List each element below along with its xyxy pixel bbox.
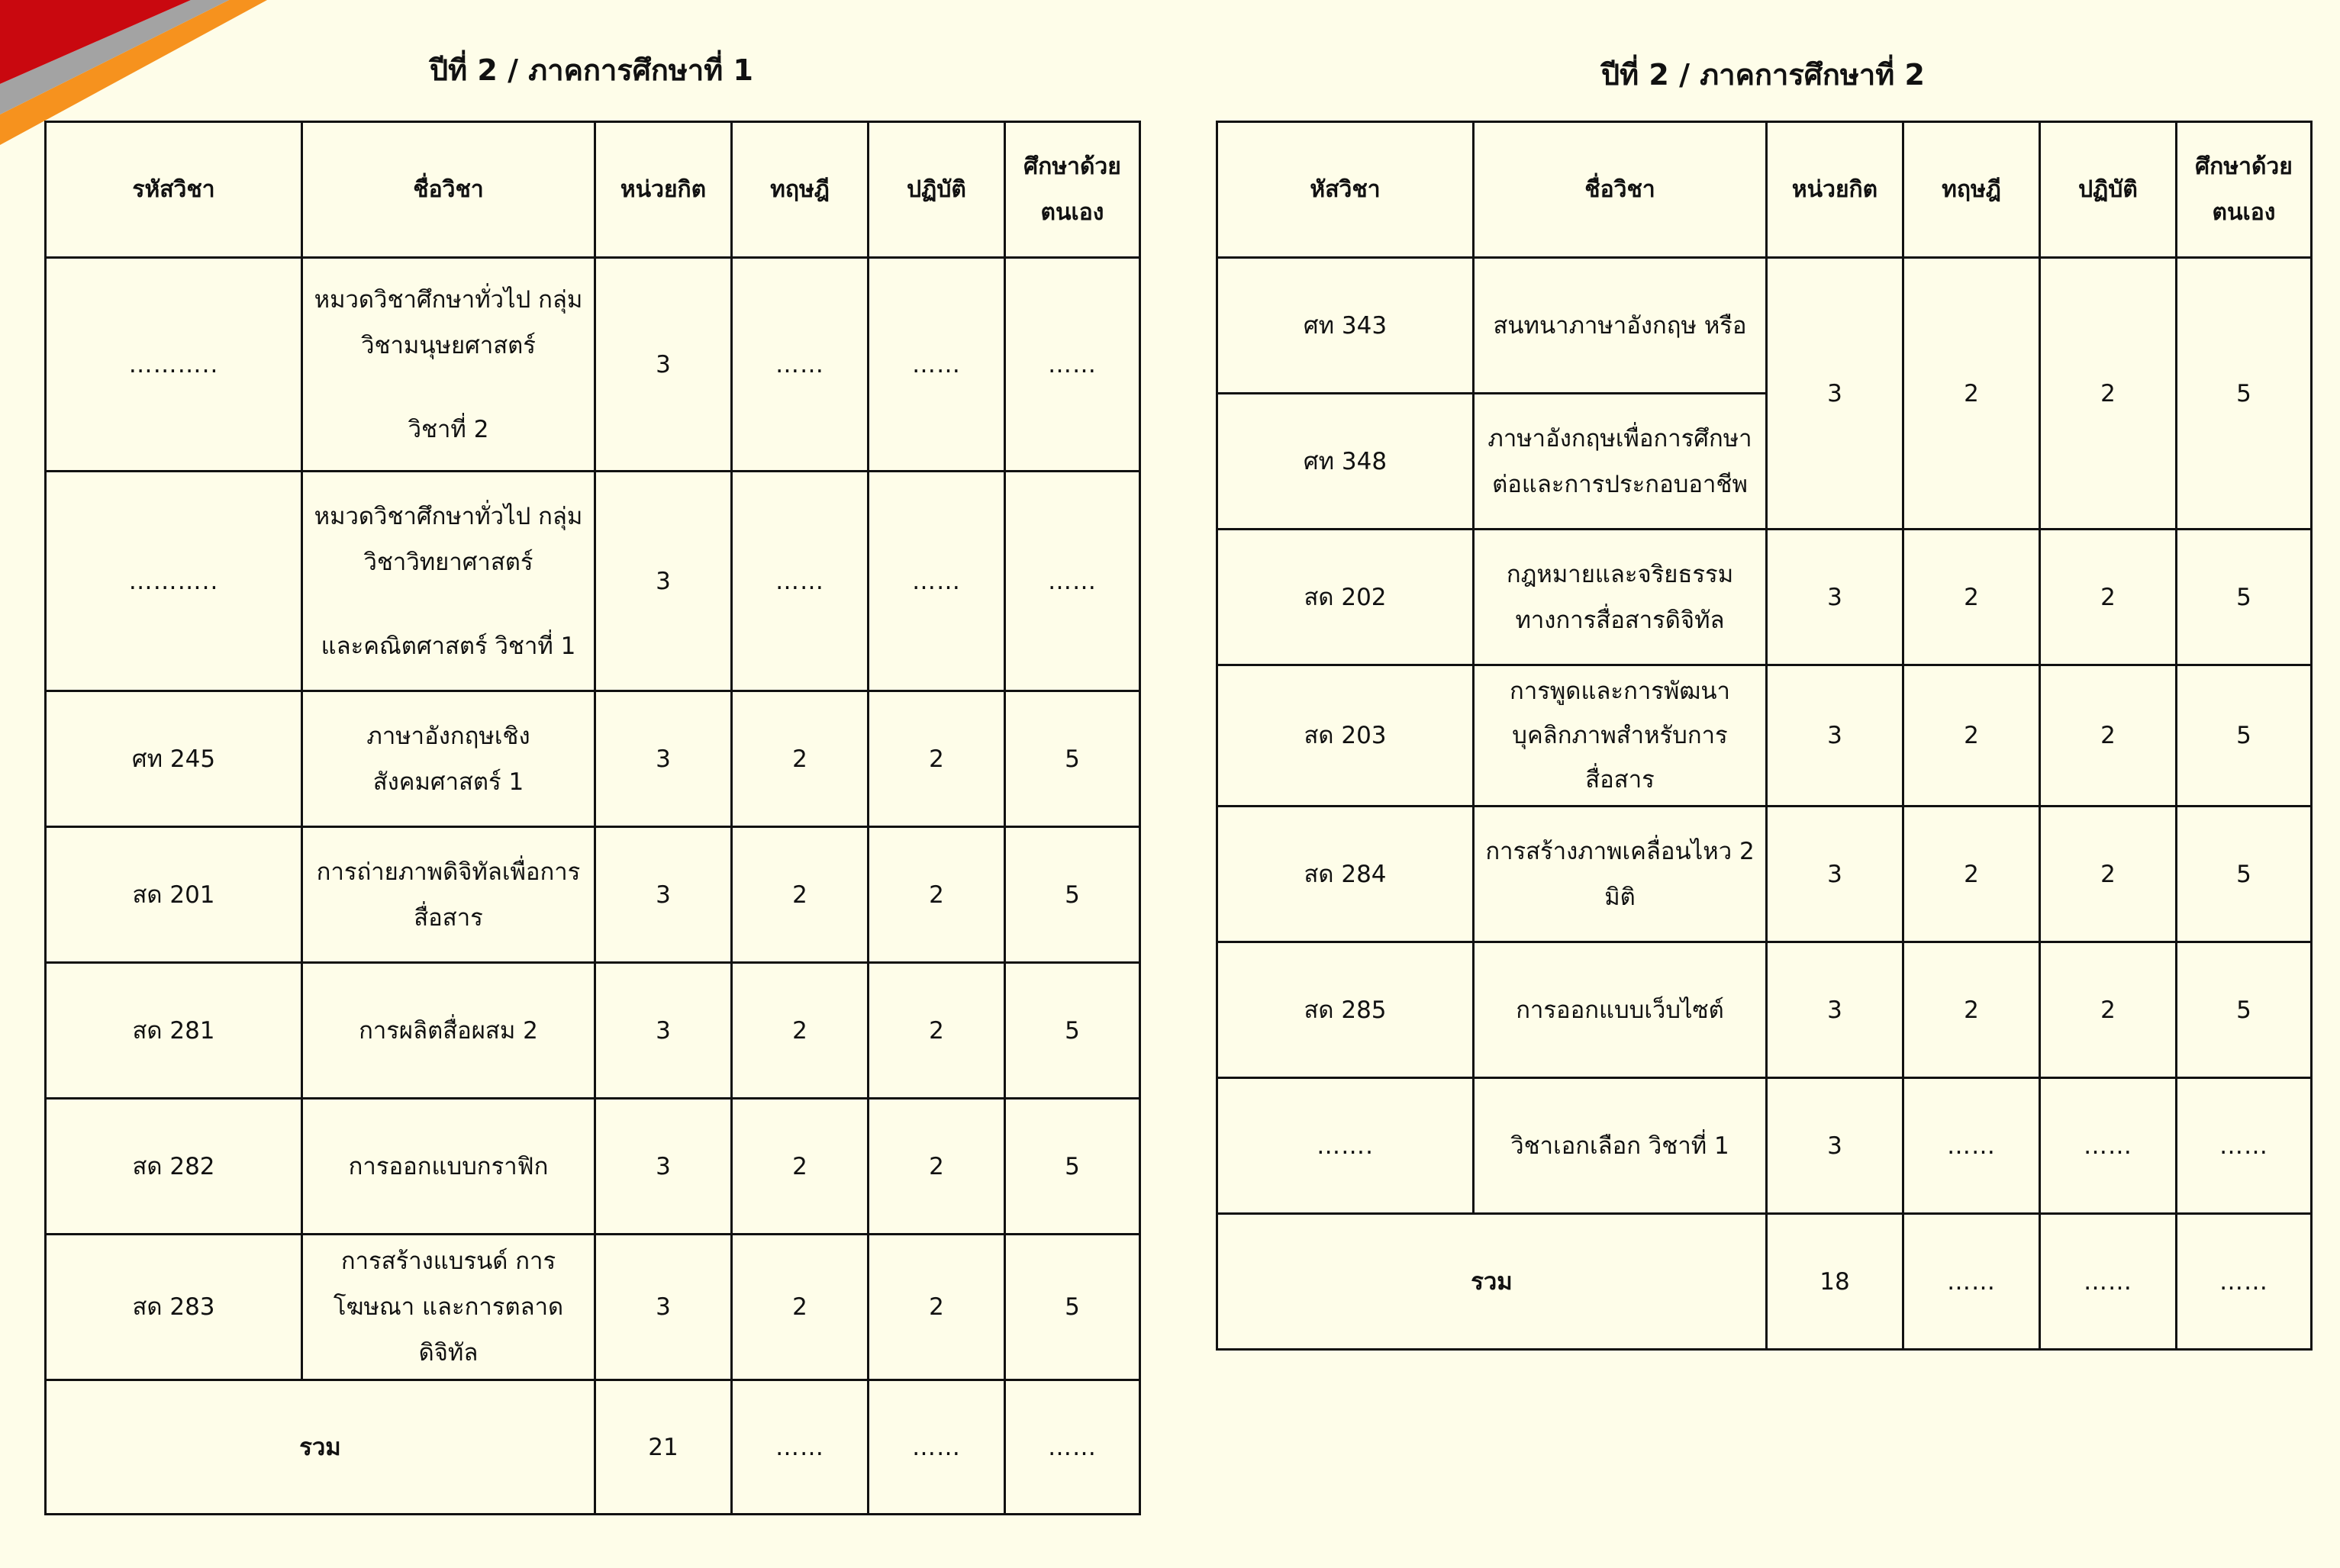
- total-row: [46, 1380, 1140, 1515]
- course-self-study: ……: [2177, 1078, 2312, 1214]
- total-self-study: ……: [2177, 1214, 2312, 1350]
- course-name: ภาษาอังกฤษเชิง สังคมศาสตร์ 1: [302, 691, 595, 827]
- course-theory: 2: [1903, 807, 2040, 942]
- course-theory: 2: [732, 1099, 869, 1235]
- course-name: หมวดวิชาศึกษาทั่วไป กลุ่ม วิชามนุษยศาสตร์ วิชาที่ 2: [302, 258, 595, 472]
- course-name: การถ่ายภาพดิจิทัลเพื่อการ สื่อสาร: [302, 827, 595, 963]
- course-practice: 2: [2040, 665, 2177, 807]
- table-row: [1217, 665, 2312, 807]
- table-header-row: [1217, 122, 2312, 258]
- header-practice: ปฏิบัติ: [869, 122, 1005, 258]
- table-row: [46, 258, 1140, 472]
- left-semester-panel: [44, 47, 1139, 1515]
- table-row: [1217, 258, 2312, 394]
- course-name: การสร้างภาพเคลื่อนไหว 2 มิติ: [1474, 807, 1767, 942]
- course-credits: 3: [595, 963, 732, 1099]
- course-code: สด 201: [46, 827, 302, 963]
- table-row: [46, 472, 1140, 691]
- table-row: [46, 1235, 1140, 1380]
- header-code: รหัสวิชา: [46, 122, 302, 258]
- course-credits: 3: [1767, 807, 1903, 942]
- header-self-study: ศึกษาด้วย ตนเอง: [2177, 122, 2312, 258]
- course-credits: 3: [595, 827, 732, 963]
- course-credits: 3: [1767, 258, 1903, 530]
- course-practice: 2: [2040, 807, 2177, 942]
- course-practice: ……: [869, 258, 1005, 472]
- course-self-study: 5: [2177, 530, 2312, 665]
- course-code: ………..: [46, 258, 302, 472]
- course-theory: 2: [732, 691, 869, 827]
- course-code: …….: [1217, 1078, 1474, 1214]
- header-code: หัสวิชา: [1217, 122, 1474, 258]
- course-self-study: 5: [2177, 807, 2312, 942]
- course-self-study: 5: [2177, 665, 2312, 807]
- course-theory: ……: [1903, 1078, 2040, 1214]
- table-row: [1217, 807, 2312, 942]
- course-name: สนทนาภาษาอังกฤษ หรือ: [1474, 258, 1767, 394]
- course-theory: 2: [732, 827, 869, 963]
- header-self-study: ศึกษาด้วย ตนเอง: [1005, 122, 1140, 258]
- course-practice: 2: [869, 827, 1005, 963]
- table-row: [46, 691, 1140, 827]
- total-practice: ……: [2040, 1214, 2177, 1350]
- course-name: การออกแบบกราฟิก: [302, 1099, 595, 1235]
- course-self-study: 5: [1005, 963, 1140, 1099]
- course-code: สด 202: [1217, 530, 1474, 665]
- course-theory: ……: [732, 258, 869, 472]
- header-name: ชื่อวิชา: [302, 122, 595, 258]
- course-name: กฎหมายและจริยธรรม ทางการสื่อสารดิจิทัล: [1474, 530, 1767, 665]
- header-name: ชื่อวิชา: [1474, 122, 1767, 258]
- course-credits: 3: [595, 258, 732, 472]
- course-practice: 2: [869, 963, 1005, 1099]
- course-practice: 2: [2040, 942, 2177, 1078]
- course-theory: ……: [732, 472, 869, 691]
- right-semester-panel: [1216, 52, 2310, 1351]
- course-name: ภาษาอังกฤษเพื่อการศึกษา ต่อและการประกอบอาชีพ: [1474, 394, 1767, 530]
- course-credits: 3: [595, 1099, 732, 1235]
- total-credits: 18: [1767, 1214, 1903, 1350]
- left-course-table: [44, 121, 1141, 1515]
- course-credits: 3: [1767, 530, 1903, 665]
- course-self-study: 5: [1005, 1099, 1140, 1235]
- course-name: การพูดและการพัฒนา บุคลิกภาพสำหรับการ สื่อสาร: [1474, 665, 1767, 807]
- course-theory: 2: [1903, 942, 2040, 1078]
- total-practice: ……: [869, 1380, 1005, 1515]
- course-self-study: 5: [1005, 691, 1140, 827]
- header-theory: ทฤษฎี: [732, 122, 869, 258]
- total-row: [1217, 1214, 2312, 1350]
- right-course-table: [1216, 121, 2313, 1351]
- left-panel-title: ปีที่ 2 / ภาคการศึกษาที่ 1: [430, 53, 753, 87]
- course-self-study: ……: [1005, 258, 1140, 472]
- course-practice: 2: [2040, 258, 2177, 530]
- header-theory: ทฤษฎี: [1903, 122, 2040, 258]
- course-credits: 3: [595, 691, 732, 827]
- total-theory: ……: [732, 1380, 869, 1515]
- course-code: ………..: [46, 472, 302, 691]
- course-practice: ……: [2040, 1078, 2177, 1214]
- total-credits: 21: [595, 1380, 732, 1515]
- course-credits: 3: [595, 472, 732, 691]
- course-name: หมวดวิชาศึกษาทั่วไป กลุ่ม วิชาวิทยาศาสตร์ และคณิตศาสตร์ วิชาที่ 1: [302, 472, 595, 691]
- course-code: สด 281: [46, 963, 302, 1099]
- table-row: [46, 963, 1140, 1099]
- course-practice: ……: [869, 472, 1005, 691]
- course-self-study: 5: [1005, 1235, 1140, 1380]
- course-code: สด 203: [1217, 665, 1474, 807]
- course-code: ศท 343: [1217, 258, 1474, 394]
- table-row: [1217, 1078, 2312, 1214]
- course-self-study: ……: [1005, 472, 1140, 691]
- course-code: สด 284: [1217, 807, 1474, 942]
- course-name: การสร้างแบรนด์ การ โฆษณา และการตลาดดิจิทัล: [302, 1235, 595, 1380]
- course-code: สด 283: [46, 1235, 302, 1380]
- course-name: วิชาเอกเลือก วิชาที่ 1: [1474, 1078, 1767, 1214]
- course-credits: 3: [1767, 665, 1903, 807]
- course-theory: 2: [1903, 258, 2040, 530]
- course-theory: 2: [1903, 665, 2040, 807]
- course-name: การผลิตสื่อผสม 2: [302, 963, 595, 1099]
- total-self-study: ……: [1005, 1380, 1140, 1515]
- course-theory: 2: [1903, 530, 2040, 665]
- course-self-study: 5: [2177, 258, 2312, 530]
- right-panel-title: ปีที่ 2 / ภาคการศึกษาที่ 2: [1601, 58, 1925, 92]
- header-practice: ปฏิบัติ: [2040, 122, 2177, 258]
- course-self-study: 5: [2177, 942, 2312, 1078]
- course-credits: 3: [1767, 942, 1903, 1078]
- course-self-study: 5: [1005, 827, 1140, 963]
- total-label: รวม: [46, 1380, 595, 1515]
- course-credits: 3: [595, 1235, 732, 1380]
- course-theory: 2: [732, 963, 869, 1099]
- course-code: ศท 245: [46, 691, 302, 827]
- course-credits: 3: [1767, 1078, 1903, 1214]
- course-practice: 2: [2040, 530, 2177, 665]
- table-header-row: [46, 122, 1140, 258]
- course-practice: 2: [869, 1235, 1005, 1380]
- header-credits: หน่วยกิต: [1767, 122, 1903, 258]
- course-theory: 2: [732, 1235, 869, 1380]
- header-credits: หน่วยกิต: [595, 122, 732, 258]
- course-code: สด 285: [1217, 942, 1474, 1078]
- course-name: การออกแบบเว็บไซต์: [1474, 942, 1767, 1078]
- table-row: [1217, 530, 2312, 665]
- table-row: [46, 827, 1140, 963]
- total-theory: ……: [1903, 1214, 2040, 1350]
- table-row: [1217, 942, 2312, 1078]
- course-code: สด 282: [46, 1099, 302, 1235]
- course-practice: 2: [869, 691, 1005, 827]
- table-row: [46, 1099, 1140, 1235]
- course-code: ศท 348: [1217, 394, 1474, 530]
- total-label: รวม: [1217, 1214, 1767, 1350]
- course-practice: 2: [869, 1099, 1005, 1235]
